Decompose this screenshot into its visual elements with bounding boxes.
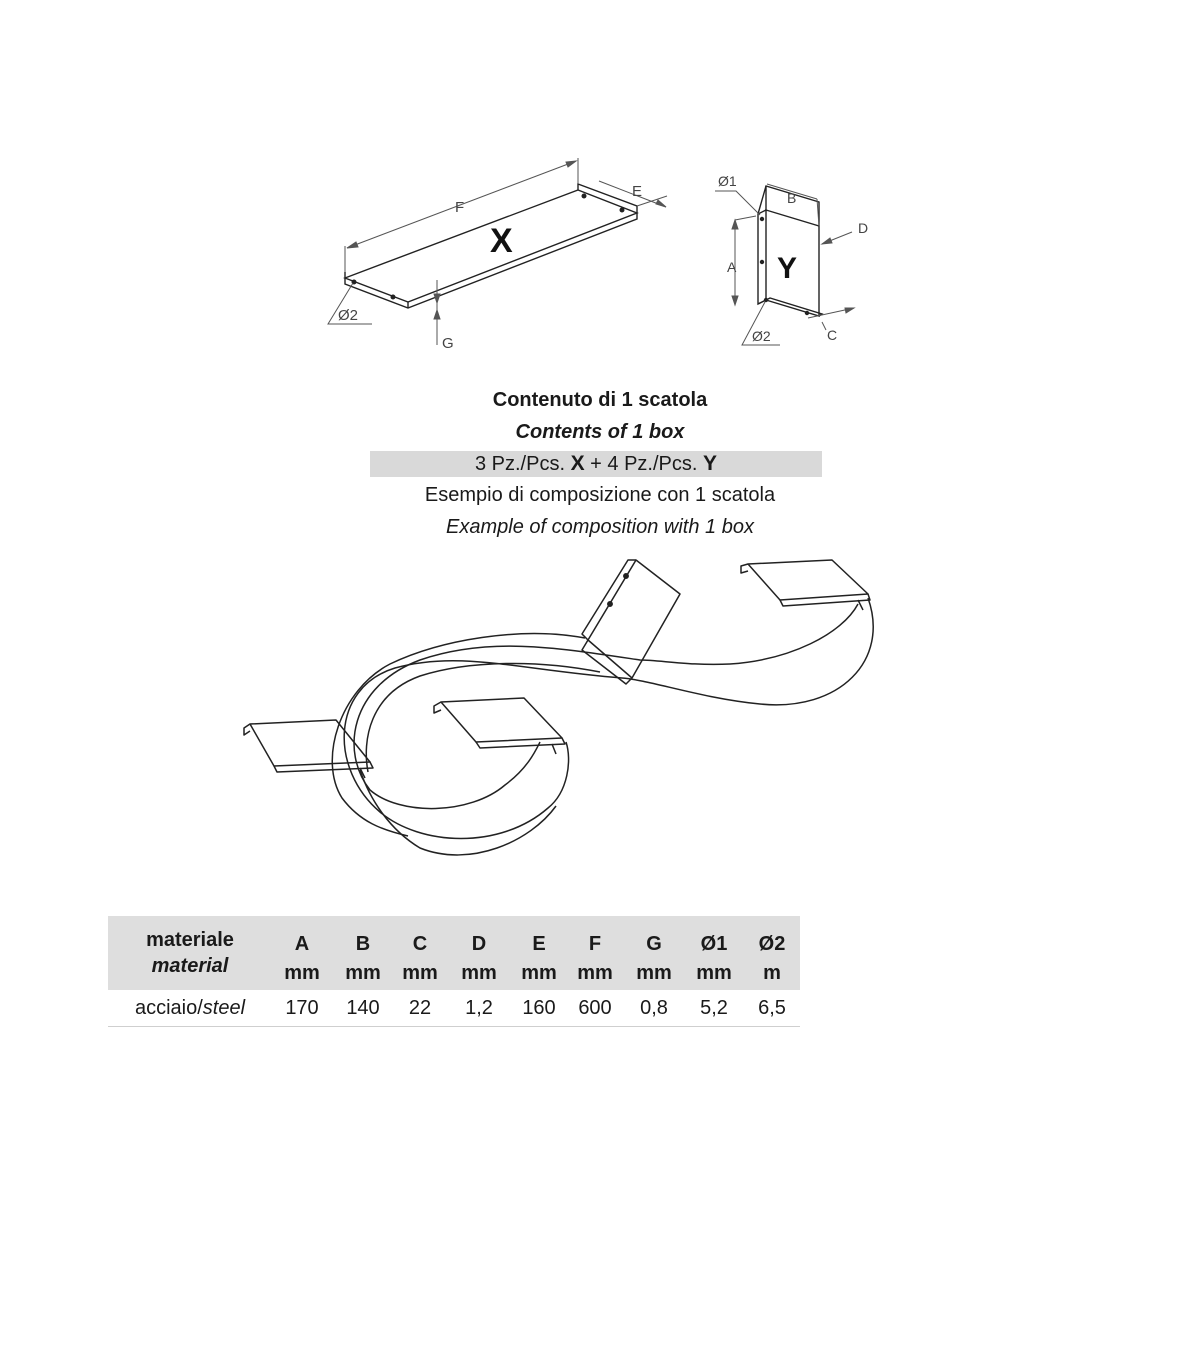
example-it: Esempio di composizione con 1 scatola — [424, 484, 776, 506]
col-unit: m — [744, 956, 800, 990]
col-unit: mm — [624, 956, 684, 990]
row-material-it: acciaio/ — [134, 996, 203, 1019]
table-row — [108, 990, 800, 1027]
dim-a-label: A — [727, 259, 737, 275]
col-letter: D — [446, 916, 512, 956]
qty-y-prefix: + 4 Pz./Pcs. — [590, 453, 698, 475]
example-en: Example of composition with 1 box — [446, 516, 754, 538]
ribbon-outer — [344, 598, 873, 839]
part-x-label: X — [490, 222, 513, 260]
shelf-middle — [441, 698, 562, 742]
quantity-line — [370, 450, 822, 478]
qty-y-label: Y — [702, 452, 717, 475]
material-header-en: material — [151, 955, 229, 977]
row-material — [108, 990, 272, 1027]
shelf-left — [250, 720, 370, 766]
cell-value: 5,2 — [684, 990, 744, 1027]
col-unit: mm — [566, 956, 624, 990]
cell-value: 140 — [332, 990, 394, 1027]
cell-value: 22 — [394, 990, 446, 1027]
shelf-top-right — [748, 560, 868, 600]
col-letter: B — [332, 916, 394, 956]
drawing-part-y — [710, 165, 880, 355]
dim-c-label: C — [827, 327, 838, 343]
col-letter: C — [394, 916, 446, 956]
cell-value: 6,5 — [744, 990, 800, 1027]
col-letter: Ø1 — [684, 916, 744, 956]
dim-hole1-label: Ø1 — [718, 173, 737, 189]
dim-hole2-label: Ø2 — [752, 328, 771, 344]
box-title-en: Contents of 1 box — [515, 421, 685, 443]
col-unit: mm — [512, 956, 566, 990]
dim-e-label: E — [632, 183, 643, 200]
col-letter: A — [272, 916, 332, 956]
spec-table — [108, 916, 800, 1027]
col-unit: mm — [272, 956, 332, 990]
drawing-part-x — [320, 150, 680, 360]
col-unit: mm — [332, 956, 394, 990]
col-letter: F — [566, 916, 624, 956]
dim-b-label: B — [787, 190, 797, 206]
col-unit: mm — [684, 956, 744, 990]
qty-x-label: X — [570, 452, 585, 475]
table-header-letters — [108, 916, 800, 956]
material-header — [108, 916, 272, 990]
dim-hole-label: Ø2 — [338, 307, 359, 324]
cell-value: 170 — [272, 990, 332, 1027]
material-header-it: materiale — [146, 929, 234, 951]
row-material-en: steel — [202, 996, 246, 1019]
col-unit: mm — [446, 956, 512, 990]
col-letter: G — [624, 916, 684, 956]
cell-value: 160 — [512, 990, 566, 1027]
ribbon-inner — [354, 604, 858, 809]
part-y-composition — [588, 560, 680, 678]
col-unit: mm — [394, 956, 446, 990]
part-y-label: Y — [777, 252, 798, 285]
cell-value: 600 — [566, 990, 624, 1027]
box-title-it: Contenuto di 1 scatola — [492, 389, 708, 411]
cell-value: 1,2 — [446, 990, 512, 1027]
col-letter: Ø2 — [744, 916, 800, 956]
cell-value: 0,8 — [624, 990, 684, 1027]
qty-x-prefix: 3 Pz./Pcs. — [474, 453, 566, 475]
dim-d-label: D — [858, 220, 869, 236]
dim-f-label: F — [455, 199, 465, 216]
composition-illustration — [230, 550, 900, 860]
col-letter: E — [512, 916, 566, 956]
dim-g-label: G — [442, 335, 454, 352]
